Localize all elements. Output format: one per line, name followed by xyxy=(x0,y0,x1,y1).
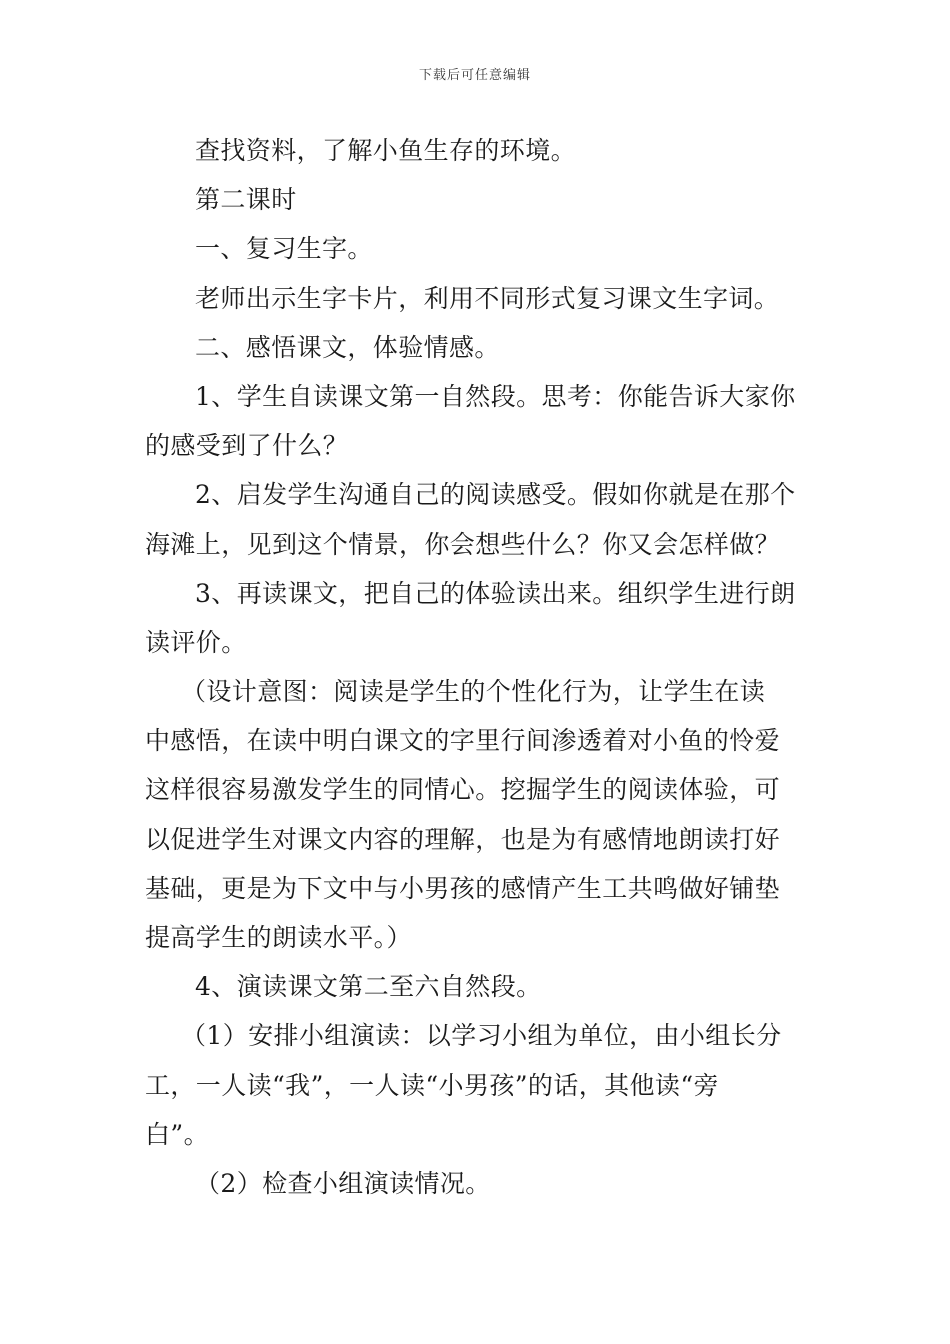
paragraph-line: （设计意图：阅读是学生的个性化行为，让学生在读 xyxy=(181,677,766,707)
page-header-note: 下载后可任意编辑 xyxy=(418,68,531,83)
paragraph-line: 这样很容易激发学生的同情心。挖掘学生的阅读体验，可 xyxy=(145,775,781,805)
paragraph-line: 以促进学生对课文内容的理解，也是为有感情地朗读打好 xyxy=(145,824,781,854)
paragraph-line: 中感悟，在读中明白课文的字里行间渗透着对小鱼的怜爱 xyxy=(145,726,781,756)
paragraph-line: 查找资料，了解小鱼生存的环境。 xyxy=(195,136,577,165)
paragraph-line: 二、感悟课文，体验情感。 xyxy=(195,332,500,362)
paragraph-line: 提高学生的朗读水平。） xyxy=(145,923,412,952)
paragraph-line: 1、学生自读课文第一自然段。思考：你能告诉大家你 xyxy=(195,381,796,411)
document-body xyxy=(145,126,815,1208)
paragraph-line: 工，一人读“我”，一人读“小男孩”的话，其他读“旁 xyxy=(145,1070,719,1100)
paragraph-line: 一、复习生字。 xyxy=(195,234,373,264)
paragraph-line: （2）检查小组演读情况。 xyxy=(195,1168,491,1198)
paragraph-line: 的感受到了什么？ xyxy=(145,431,349,461)
paragraph-line: 4、演读课文第二至六自然段。 xyxy=(195,972,542,1002)
paragraph-line: 白”。 xyxy=(145,1119,209,1149)
paragraph-line: 读评价。 xyxy=(145,627,247,657)
section-heading: 第二课时 xyxy=(195,185,297,215)
paragraph-line: 3、再读课文，把自己的体验读出来。组织学生进行朗 xyxy=(195,578,796,608)
paragraph-line: 海滩上，见到这个情景，你会想些什么？你又会怎样做？ xyxy=(145,529,781,559)
paragraph-line: 基础，更是为下文中与小男孩的感情产生工共鸣做好铺垫 xyxy=(145,873,781,903)
paragraph-line: （1）安排小组演读：以学习小组为单位，由小组长分 xyxy=(181,1021,782,1051)
paragraph-line: 老师出示生字卡片，利用不同形式复习课文生字词。 xyxy=(195,283,780,313)
paragraph-line: 2、启发学生沟通自己的阅读感受。假如你就是在那个 xyxy=(195,480,796,510)
